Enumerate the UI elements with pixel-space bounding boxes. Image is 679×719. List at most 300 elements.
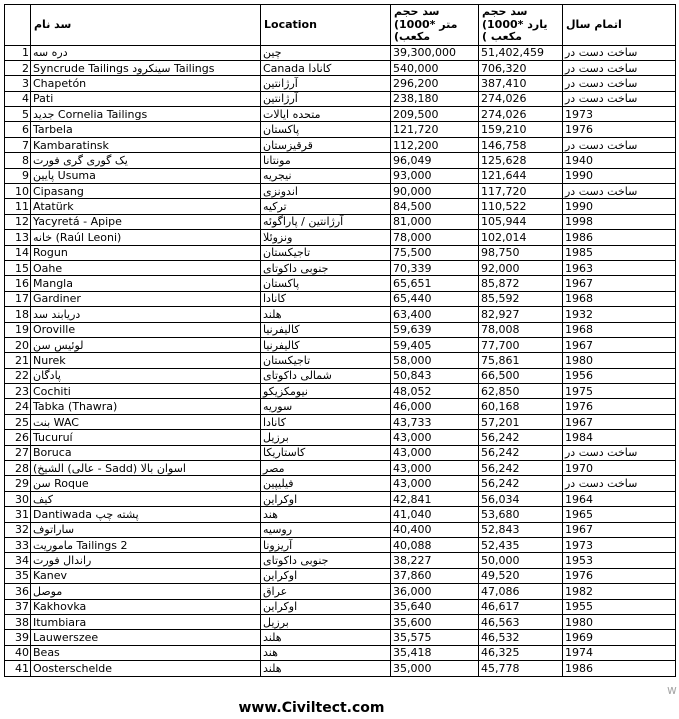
dam-name-cell: بنت WAC <box>31 414 261 429</box>
completion-year-cell: در‎ دست‎ ساخت <box>563 91 676 106</box>
completion-year-cell: 1973 <box>563 538 676 553</box>
table-row <box>5 353 676 368</box>
dam-name-cell: Nurek <box>31 353 261 368</box>
volume-yd3-cell: 49,520 <box>479 568 563 583</box>
completion-year-cell: 1953 <box>563 553 676 568</box>
row-number-cell: 23 <box>5 384 31 399</box>
completion-year-cell: 1969 <box>563 630 676 645</box>
row-number-cell: 26 <box>5 430 31 445</box>
location-cell: مصر <box>261 461 391 476</box>
table-row <box>5 399 676 414</box>
dam-name-cell: سد‎ دریابند <box>31 307 261 322</box>
row-number-cell: 33 <box>5 538 31 553</box>
volume-m3-cell: 40,088 <box>391 538 479 553</box>
volume-m3-cell: 39,300,000 <box>391 45 479 60</box>
row-number-cell: 35 <box>5 568 31 583</box>
volume-m3-cell: 59,405 <box>391 337 479 352</box>
row-number-cell: 7 <box>5 137 31 152</box>
volume-m3-cell: 35,575 <box>391 630 479 645</box>
location-cell: مونتانا <box>261 153 391 168</box>
header-line: حجم‎ سد <box>394 5 440 18</box>
dam-name-cell: Rogun <box>31 245 261 260</box>
completion-year-cell: 1955 <box>563 599 676 614</box>
completion-year-cell: در‎ دست‎ ساخت <box>563 137 676 152</box>
volume-m3-cell: 43,000 <box>391 476 479 491</box>
table-row <box>5 107 676 122</box>
dam-name-cell: Kanev <box>31 568 261 583</box>
volume-yd3-cell: 121,644 <box>479 168 563 183</box>
table-row <box>5 168 676 183</box>
dam-name-cell: سن Roque <box>31 476 261 491</box>
volume-yd3-cell: 52,435 <box>479 538 563 553</box>
table-row <box>5 60 676 75</box>
volume-yd3-cell: 98,750 <box>479 245 563 260</box>
volume-yd3-cell: 274,026 <box>479 107 563 122</box>
row-number-cell: 13 <box>5 230 31 245</box>
volume-yd3-cell: 85,872 <box>479 276 563 291</box>
dam-name-cell: Itumbiara <box>31 614 261 629</box>
row-number-cell: 22 <box>5 368 31 383</box>
volume-yd3-cell: 53,680 <box>479 507 563 522</box>
volume-yd3-cell: 387,410 <box>479 76 563 91</box>
location-cell: اوکراین <box>261 491 391 506</box>
dam-name-cell: موصل <box>31 584 261 599</box>
table-row <box>5 445 676 460</box>
dam-name-cell: پادگان <box>31 368 261 383</box>
volume-m3-cell: 90,000 <box>391 184 479 199</box>
completion-year-cell: 1976 <box>563 399 676 414</box>
table-row <box>5 568 676 583</box>
volume-yd3-cell: 105,944 <box>479 214 563 229</box>
volume-yd3-cell: 60,168 <box>479 399 563 414</box>
dam-name-cell: Cochiti <box>31 384 261 399</box>
table-row <box>5 614 676 629</box>
volume-yd3-cell: 56,242 <box>479 430 563 445</box>
location-cell: آریزونا <box>261 538 391 553</box>
dam-name-cell: Boruca <box>31 445 261 460</box>
volume-yd3-cell: 75,861 <box>479 353 563 368</box>
location-cell: ترکیه <box>261 199 391 214</box>
location-cell: هلند <box>261 307 391 322</box>
completion-year-cell: 1982 <box>563 584 676 599</box>
location-cell: Canada کانادا <box>261 60 391 75</box>
volume-m3-cell: 59,639 <box>391 322 479 337</box>
completion-year-cell: 1990 <box>563 199 676 214</box>
completion-year-cell: در‎ دست‎ ساخت <box>563 45 676 60</box>
completion-year-cell: 1932 <box>563 307 676 322</box>
dam-name-cell: Oahe <box>31 260 261 275</box>
row-number-cell: 38 <box>5 614 31 629</box>
volume-yd3-cell: 46,617 <box>479 599 563 614</box>
table-row <box>5 137 676 152</box>
dam-name-cell: Dantiwada چپ‎ پشته <box>31 507 261 522</box>
location-cell: برزیل <box>261 430 391 445</box>
location-cell: آرژانتین <box>261 76 391 91</box>
row-number-cell: 17 <box>5 291 31 306</box>
table-row <box>5 322 676 337</box>
completion-year-cell: 1970 <box>563 461 676 476</box>
location-cell: هند <box>261 507 391 522</box>
volume-yd3-cell: 117,720 <box>479 184 563 199</box>
table-row <box>5 214 676 229</box>
volume-m3-cell: 112,200 <box>391 137 479 152</box>
dam-name-cell: کیف <box>31 491 261 506</box>
dam-name-cell: Oroville <box>31 322 261 337</box>
completion-year-cell: در‎ دست‎ ساخت <box>563 184 676 199</box>
row-number-cell: 8 <box>5 153 31 168</box>
location-cell: هند <box>261 645 391 660</box>
location-cell: قرقیزستان <box>261 137 391 152</box>
col-header-completion-year: سال‎ اتمام <box>563 5 676 46</box>
volume-m3-cell: 43,000 <box>391 461 479 476</box>
row-number-cell: 41 <box>5 661 31 676</box>
dam-name-cell: ماموریت Tailings 2 <box>31 538 261 553</box>
header-line: (1000* یارد <box>482 17 548 31</box>
completion-year-cell: 1975 <box>563 384 676 399</box>
volume-yd3-cell: 77,700 <box>479 337 563 352</box>
volume-yd3-cell: 125,628 <box>479 153 563 168</box>
location-cell: روسیه <box>261 522 391 537</box>
table-row <box>5 584 676 599</box>
volume-m3-cell: 296,200 <box>391 76 479 91</box>
dam-name-cell: Pati <box>31 91 261 106</box>
volume-yd3-cell: 82,927 <box>479 307 563 322</box>
completion-year-cell: 1967 <box>563 522 676 537</box>
table-row <box>5 630 676 645</box>
location-cell: پاکستان <box>261 276 391 291</box>
volume-m3-cell: 42,841 <box>391 491 479 506</box>
location-cell: نیجریه <box>261 168 391 183</box>
row-number-cell: 19 <box>5 322 31 337</box>
table-row <box>5 414 676 429</box>
row-number-cell: 30 <box>5 491 31 506</box>
location-cell: اندونزی <box>261 184 391 199</box>
volume-yd3-cell: 110,522 <box>479 199 563 214</box>
row-number-cell: 18 <box>5 307 31 322</box>
row-number-cell: 37 <box>5 599 31 614</box>
row-number-cell: 25 <box>5 414 31 429</box>
dam-name-cell: Tucuruí <box>31 430 261 445</box>
row-number-cell: 10 <box>5 184 31 199</box>
location-cell: فیلیپین <box>261 476 391 491</box>
volume-m3-cell: 37,860 <box>391 568 479 583</box>
location-cell: سوریه <box>261 399 391 414</box>
table-row <box>5 245 676 260</box>
volume-m3-cell: 35,640 <box>391 599 479 614</box>
volume-yd3-cell: 62,850 <box>479 384 563 399</box>
dam-name-cell: Beas <box>31 645 261 660</box>
completion-year-cell: 1990 <box>563 168 676 183</box>
row-number-cell: 28 <box>5 461 31 476</box>
volume-m3-cell: 58,000 <box>391 353 479 368</box>
location-cell: تاجیکستان <box>261 245 391 260</box>
volume-m3-cell: 35,600 <box>391 614 479 629</box>
volume-m3-cell: 43,733 <box>391 414 479 429</box>
row-number-cell: 11 <box>5 199 31 214</box>
watermark-letter: w <box>667 683 677 697</box>
volume-m3-cell: 81,000 <box>391 214 479 229</box>
location-cell: ونزوئلا <box>261 230 391 245</box>
table-row <box>5 307 676 322</box>
table-row <box>5 522 676 537</box>
volume-yd3-cell: 78,008 <box>479 322 563 337</box>
volume-m3-cell: 70,339 <box>391 260 479 275</box>
volume-m3-cell: 65,651 <box>391 276 479 291</box>
dam-name-cell: ساراتوف <box>31 522 261 537</box>
volume-m3-cell: 238,180 <box>391 91 479 106</box>
table-row <box>5 291 676 306</box>
table-row <box>5 184 676 199</box>
dam-name-cell: جدید Cornelia Tailings <box>31 107 261 122</box>
row-number-cell: 32 <box>5 522 31 537</box>
table-row <box>5 461 676 476</box>
row-number-cell: 2 <box>5 60 31 75</box>
completion-year-cell: 1968 <box>563 322 676 337</box>
row-number-cell: 39 <box>5 630 31 645</box>
completion-year-cell: 1964 <box>563 491 676 506</box>
table-row <box>5 476 676 491</box>
dam-name-cell: Kakhovka <box>31 599 261 614</box>
header-row <box>5 5 676 46</box>
location-cell: پاراگوئه‎ / آرژانتین <box>261 214 391 229</box>
volume-m3-cell: 63,400 <box>391 307 479 322</box>
location-cell: کالیفرنیا <box>261 337 391 352</box>
volume-m3-cell: 540,000 <box>391 60 479 75</box>
dam-name-cell: Tabka (Thawra) <box>31 399 261 414</box>
dam-name-cell: Oosterschelde <box>31 661 261 676</box>
completion-year-cell: 1968 <box>563 291 676 306</box>
completion-year-cell: در‎ دست‎ ساخت <box>563 60 676 75</box>
table-row <box>5 76 676 91</box>
location-cell: اوکراین <box>261 599 391 614</box>
table-row <box>5 430 676 445</box>
completion-year-cell: 1976 <box>563 122 676 137</box>
table-row <box>5 384 676 399</box>
volume-m3-cell: 209,500 <box>391 107 479 122</box>
volume-m3-cell: 96,049 <box>391 153 479 168</box>
volume-m3-cell: 43,000 <box>391 430 479 445</box>
row-number-cell: 4 <box>5 91 31 106</box>
row-number-cell: 5 <box>5 107 31 122</box>
completion-year-cell: 1980 <box>563 614 676 629</box>
volume-m3-cell: 46,000 <box>391 399 479 414</box>
volume-m3-cell: 65,440 <box>391 291 479 306</box>
location-cell: کانادا <box>261 291 391 306</box>
dams-table <box>4 4 676 677</box>
dam-name-cell: Cipasang <box>31 184 261 199</box>
volume-yd3-cell: 706,320 <box>479 60 563 75</box>
volume-m3-cell: 50,843 <box>391 368 479 383</box>
table-row <box>5 368 676 383</box>
location-cell: داکوتای‎ جنوبی <box>261 553 391 568</box>
table-row <box>5 337 676 352</box>
location-cell: نیومکزیکو <box>261 384 391 399</box>
table-row <box>5 45 676 60</box>
col-header-dam-name: نام‎ سد <box>31 5 261 46</box>
volume-yd3-cell: 56,034 <box>479 491 563 506</box>
volume-m3-cell: 43,000 <box>391 445 479 460</box>
volume-yd3-cell: 57,201 <box>479 414 563 429</box>
volume-yd3-cell: 56,242 <box>479 476 563 491</box>
volume-m3-cell: 38,227 <box>391 553 479 568</box>
row-number-cell: 29 <box>5 476 31 491</box>
volume-m3-cell: 35,418 <box>391 645 479 660</box>
completion-year-cell: در‎ دست‎ ساخت <box>563 476 676 491</box>
table-row <box>5 276 676 291</box>
completion-year-cell: 1963 <box>563 260 676 275</box>
volume-yd3-cell: 66,500 <box>479 368 563 383</box>
header-line: حجم‎ سد <box>482 5 528 18</box>
col-header-index <box>5 5 31 46</box>
completion-year-cell: 1984 <box>563 430 676 445</box>
completion-year-cell: 1986 <box>563 230 676 245</box>
volume-m3-cell: 121,720 <box>391 122 479 137</box>
dam-name-cell: Tarbela <box>31 122 261 137</box>
location-cell: کاستاریکا <box>261 445 391 460</box>
dam-name-cell: Lauwerszee <box>31 630 261 645</box>
table-row <box>5 122 676 137</box>
table-row <box>5 645 676 660</box>
table-row <box>5 599 676 614</box>
table-row <box>5 153 676 168</box>
dam-name-cell: فورت‎ راندال <box>31 553 261 568</box>
volume-yd3-cell: 56,242 <box>479 461 563 476</box>
table-row <box>5 260 676 275</box>
volume-m3-cell: 41,040 <box>391 507 479 522</box>
location-cell: هلند <box>261 630 391 645</box>
completion-year-cell: در‎ دست‎ ساخت <box>563 445 676 460</box>
completion-year-cell: در‎ دست‎ ساخت <box>563 76 676 91</box>
completion-year-cell: 1986 <box>563 661 676 676</box>
volume-yd3-cell: 45,778 <box>479 661 563 676</box>
table-body <box>5 45 676 676</box>
volume-yd3-cell: 51,402,459 <box>479 45 563 60</box>
table-row <box>5 491 676 506</box>
completion-year-cell: 1965 <box>563 507 676 522</box>
volume-m3-cell: 78,000 <box>391 230 479 245</box>
location-cell: آرژانتین <box>261 91 391 106</box>
volume-m3-cell: 48,052 <box>391 384 479 399</box>
dam-name-cell: Syncrude Tailings سینکرود Tailings <box>31 60 261 75</box>
completion-year-cell: 1985 <box>563 245 676 260</box>
header-line: (1000* متر <box>394 17 458 31</box>
row-number-cell: 1 <box>5 45 31 60</box>
completion-year-cell: 1967 <box>563 414 676 429</box>
completion-year-cell: 1976 <box>563 568 676 583</box>
dam-name-cell: Atatürk <box>31 199 261 214</box>
location-cell: عراق <box>261 584 391 599</box>
volume-m3-cell: 84,500 <box>391 199 479 214</box>
location-cell: برزیل <box>261 614 391 629</box>
table-row <box>5 553 676 568</box>
row-number-cell: 9 <box>5 168 31 183</box>
volume-yd3-cell: 146,758 <box>479 137 563 152</box>
volume-yd3-cell: 56,242 <box>479 445 563 460</box>
volume-m3-cell: 36,000 <box>391 584 479 599</box>
dam-name-cell: سن‎ لوئیس <box>31 337 261 352</box>
location-cell: چین <box>261 45 391 60</box>
row-number-cell: 15 <box>5 260 31 275</box>
col-header-location: Location <box>261 5 391 46</box>
dam-name-cell: فورت‎ گری‎ گوری‎ یک <box>31 153 261 168</box>
location-cell: داکوتای‎ شمالی <box>261 368 391 383</box>
table-row <box>5 230 676 245</box>
header-line: ( مکعب <box>482 30 522 43</box>
volume-yd3-cell: 92,000 <box>479 260 563 275</box>
table-row <box>5 199 676 214</box>
location-cell: اوکراین <box>261 568 391 583</box>
volume-yd3-cell: 85,592 <box>479 291 563 306</box>
location-cell: داکوتای‎ جنوبی <box>261 260 391 275</box>
row-number-cell: 24 <box>5 399 31 414</box>
dam-name-cell: سه‎ دره <box>31 45 261 60</box>
completion-year-cell: 1956 <box>563 368 676 383</box>
row-number-cell: 20 <box>5 337 31 352</box>
dam-name-cell: Chapetón <box>31 76 261 91</box>
volume-m3-cell: 35,000 <box>391 661 479 676</box>
location-cell: ایالات‎ متحده <box>261 107 391 122</box>
volume-yd3-cell: 159,210 <box>479 122 563 137</box>
dam-name-cell: Mangla <box>31 276 261 291</box>
row-number-cell: 3 <box>5 76 31 91</box>
location-cell: پاکستان <box>261 122 391 137</box>
volume-yd3-cell: 46,325 <box>479 645 563 660</box>
volume-yd3-cell: 102,014 <box>479 230 563 245</box>
row-number-cell: 40 <box>5 645 31 660</box>
row-number-cell: 36 <box>5 584 31 599</box>
col-header-volume-yd3 <box>479 5 563 46</box>
volume-yd3-cell: 50,000 <box>479 553 563 568</box>
volume-m3-cell: 40,400 <box>391 522 479 537</box>
row-number-cell: 12 <box>5 214 31 229</box>
row-number-cell: 16 <box>5 276 31 291</box>
completion-year-cell: 1940 <box>563 153 676 168</box>
row-number-cell: 31 <box>5 507 31 522</box>
dam-name-cell: Gardiner <box>31 291 261 306</box>
location-cell: هلند <box>261 661 391 676</box>
row-number-cell: 34 <box>5 553 31 568</box>
volume-m3-cell: 75,500 <box>391 245 479 260</box>
volume-yd3-cell: 52,843 <box>479 522 563 537</box>
volume-yd3-cell: 46,563 <box>479 614 563 629</box>
completion-year-cell: 1967 <box>563 276 676 291</box>
volume-m3-cell: 93,000 <box>391 168 479 183</box>
header-line: (مکعب <box>394 30 431 43</box>
row-number-cell: 21 <box>5 353 31 368</box>
row-number-cell: 27 <box>5 445 31 460</box>
dam-name-cell: پایین Usuma <box>31 168 261 183</box>
completion-year-cell: 1998 <box>563 214 676 229</box>
col-header-volume-m3 <box>391 5 479 46</box>
volume-yd3-cell: 274,026 <box>479 91 563 106</box>
completion-year-cell: 1967 <box>563 337 676 352</box>
dam-name-cell: خانه (Raúl Leoni) <box>31 230 261 245</box>
dam-name-cell: Yacyretá - Apipe <box>31 214 261 229</box>
table-row <box>5 661 676 676</box>
completion-year-cell: 1973 <box>563 107 676 122</box>
website-footer: www.Civiltect.com <box>238 700 385 716</box>
volume-yd3-cell: 47,086 <box>479 584 563 599</box>
table-row <box>5 507 676 522</box>
dam-name-cell: Kambaratinsk <box>31 137 261 152</box>
location-cell: تاجیکستان <box>261 353 391 368</box>
row-number-cell: 6 <box>5 122 31 137</box>
table-row <box>5 538 676 553</box>
dam-name-cell: (الشیخ‎ (عالی‎ - Sadd) بالا‎ اسوان <box>31 461 261 476</box>
completion-year-cell: 1980 <box>563 353 676 368</box>
location-cell: کالیفرنیا <box>261 322 391 337</box>
row-number-cell: 14 <box>5 245 31 260</box>
